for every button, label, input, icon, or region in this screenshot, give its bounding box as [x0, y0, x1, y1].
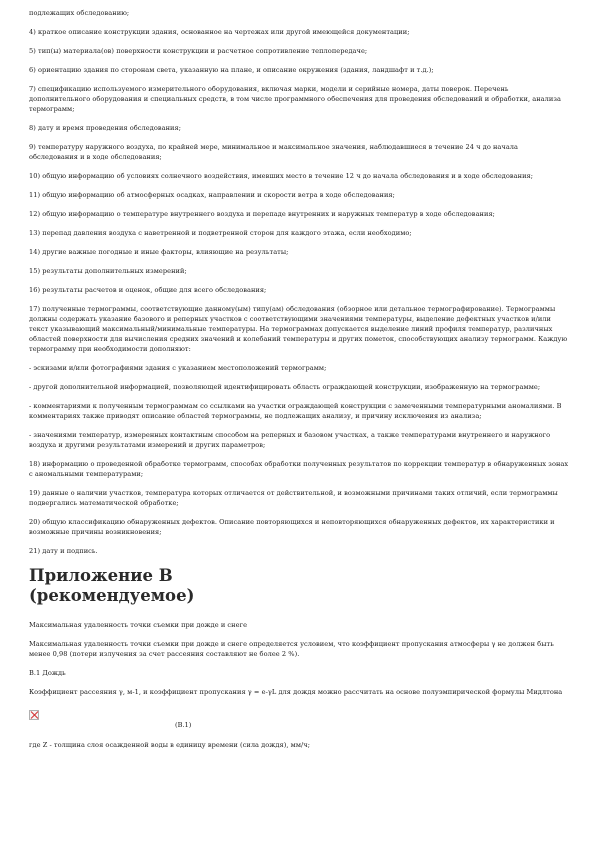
formula-intro: Коэффициент рассеяния γ, м-1, и коэффициент пропускания γ = e-γL для дождя можно рассчитать на основе полуэмпирической формулы Мидлтона — [29, 688, 563, 696]
list-item-21: 21) дату и подпись. — [29, 547, 98, 555]
intro-paragraph: Максимальная удаленность точки съемки при дожде и снеге определяется условием, что коэффициент пропускания атмосферы γ не должен быть менее 0,98 (потери излучения за счет рассеяния составляют не более 2 %). — [29, 640, 554, 658]
list-item-14: 14) другие важные погодные и иные факторы, влияющие на результаты; — [29, 248, 289, 256]
list-item-11: 11) общую информацию об атмосферных осадках, направлении и скорости ветра в ходе обследования; — [29, 191, 395, 199]
subsection-title: В.1 Дождь — [29, 669, 66, 677]
list-item-10: 10) общую информацию об условиях солнечного воздействия, имевших место в течение 12 ч до начала обследования и в ходе обследования; — [29, 172, 534, 180]
sub-item-additional-info: - другой дополнительной информацией, позволяющей идентифицировать область ограждающей конструкции, изображенную на термограмме; — [29, 383, 541, 391]
formula-explanation: где Z - толщина слоя осажденной воды в единицу времени (сила дождя), мм/ч; — [29, 741, 310, 749]
list-item-19: 19) данные о наличии участков, температура которых отличается от действительной, и возможными причинами таких отличий, если термограммы подвергались математической обработке; — [29, 489, 558, 507]
list-item-5: 5) тип(ы) материала(ов) поверхности конструкции и расчетное сопротивление теплопередаче; — [29, 47, 368, 55]
sub-item-sketches: - эскизами и/или фотографиями здания с указанием местоположений термограмм; — [29, 364, 327, 372]
paragraph-tail: подлежащих обследованию; — [29, 9, 130, 17]
sub-item-comments: - комментариями к полученным термограммам со ссылками на участки ограждающей конструкции с замеченными температурными аномалиями. В комментариях также приводят описание областей термограммы, не подлежащих анализу, и причину исключения из анализа; — [29, 402, 562, 420]
appendix-subtitle: (рекомендуемое) — [29, 586, 195, 605]
section-caption: Максимальная удаленность точки съемки при дожде и снеге — [29, 621, 248, 629]
formula-row — [29, 706, 569, 732]
list-item-7: 7) спецификацию используемого измерительного оборудования, включая марки, модели и серийные номера, даты поверок. Перечень дополнительного оборудования и специальных средств, в том числе программного обеспечения для проведения обследований и обработки, анализа термограмм; — [29, 85, 561, 113]
list-item-16: 16) результаты расчетов и оценок, общие для всего обследования; — [29, 286, 267, 294]
appendix-title: Приложение В — [29, 566, 173, 585]
list-item-17: 17) полученные термограммы, соответствующие данному(ым) типу(ам) обследования (обзорное или детальное термографирование). Термограммы должны содержать указание базового и реперных участков с соответствующими значениями температуры, выделение дефектных участков и/или текст указывающий максимальный/минимальные температуры. На термограммах допускается выделение линий профиля температур, различных областей поверхности для вычисления средних значений и колебаний температуры и других пометок, способствующих анализу термограмм. Каждую термограмму при необходимости дополняют: — [29, 305, 568, 353]
list-item-8: 8) дату и время проведения обследования; — [29, 124, 181, 132]
list-item-13: 13) перепад давления воздуха с наветренной и подветренной сторон для каждого этажа, если необходимо; — [29, 229, 412, 237]
list-item-4: 4) краткое описание конструкции здания, основанное на чертежах или другой имеющейся документации; — [29, 28, 410, 36]
list-item-9: 9) температуру наружного воздуха, по крайней мере, минимальное и максимальное значения, наблюдавшиеся в течение 24 ч до начала обследования и в ходе обследования; — [29, 143, 519, 161]
list-item-12: 12) общую информацию о температуре внутреннего воздуха и перепаде внутренних и наружных температур в ходе обследования; — [29, 210, 495, 218]
document-page — [29, 8, 569, 759]
sub-item-temperatures: - значениями температур, измеренных контактным способом на реперных и базовом участках, а также температурами внутреннего и наружного воздуха и другими результатами измерений и других параметров; — [29, 431, 551, 449]
list-item-15: 15) результаты дополнительных измерений; — [29, 267, 187, 275]
broken-image-icon — [29, 710, 39, 720]
list-item-18: 18) информацию о проведенной обработке термограмм, способах обработки полученных результатов по коррекции температур в обнаруженных зонах с аномальными температурами; — [29, 460, 569, 478]
formula-number: (В.1) — [175, 721, 192, 729]
list-item-6: 6) ориентацию здания по сторонам света, указанную на плане, и описание окружения (здания, ландшафт и т.д.); — [29, 66, 434, 74]
list-item-20: 20) общую классификацию обнаруженных дефектов. Описание повторяющихся и неповторяющихся обнаруженных дефектов, их характеристики и возможные причины возникновения; — [29, 518, 555, 536]
appendix-heading — [29, 566, 569, 606]
